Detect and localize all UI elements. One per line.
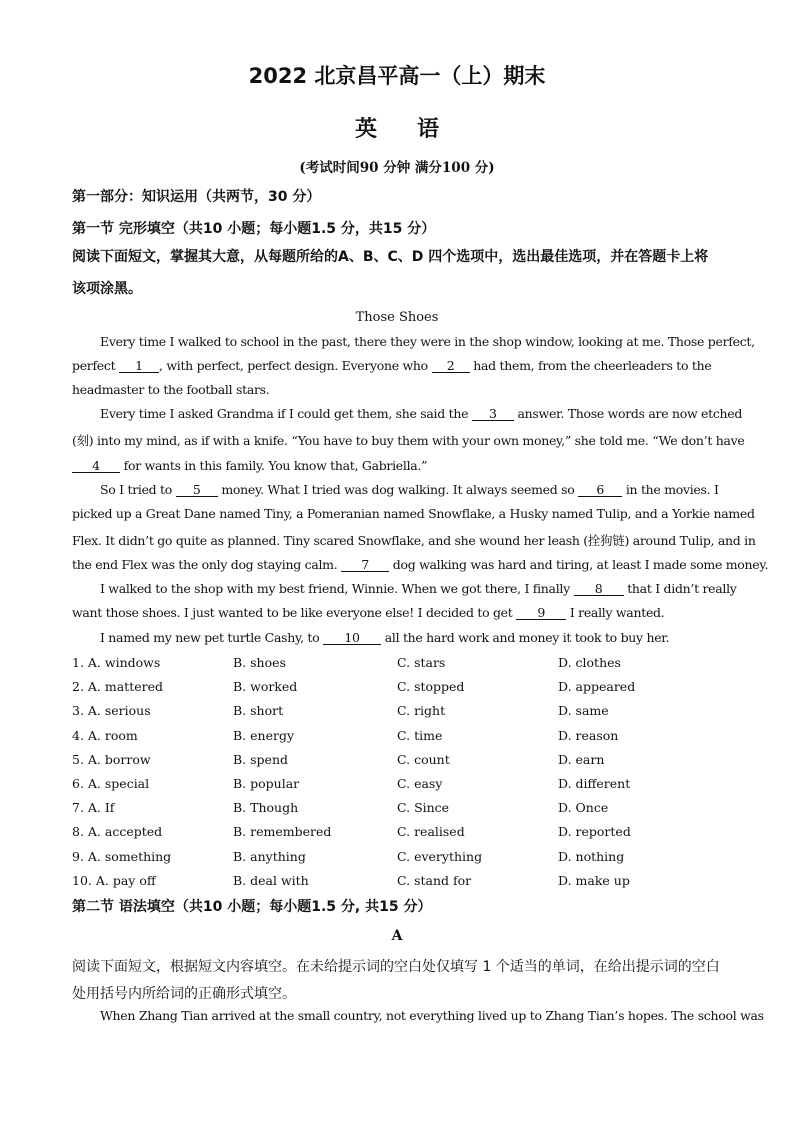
passage-text: Every time I walked to school in the past, there they were in the shop window, looking at me. Those perfect, <box>100 334 755 349</box>
passage-line <box>72 531 756 549</box>
passage-line <box>72 506 755 521</box>
section2-instruction-2: 处用括号内所给词的正确形式填空。 <box>72 986 296 1002</box>
passage-line <box>72 557 768 572</box>
passage-text: perfect <box>72 358 119 373</box>
option-4-d: D. reason <box>558 727 619 743</box>
option-8-b: B. remembered <box>233 824 332 840</box>
option-9-c: C. everything <box>397 848 483 864</box>
passage-line <box>100 630 669 645</box>
option-7-b: B. Though <box>233 800 299 816</box>
option-2-c: C. stopped <box>397 679 465 695</box>
part1-heading: 第一部分：知识运用（共两节，30 分） <box>72 189 321 205</box>
passage-text: dog walking was hard and tiring, at least I made some money. <box>389 557 769 572</box>
option-10-b: B. deal with <box>233 872 309 888</box>
passage-text: I walked to the shop with my best friend, Winnie. When we got there, I finally <box>100 581 574 596</box>
passage-line <box>72 605 664 620</box>
option-5-a: 5. A. borrow <box>72 751 151 767</box>
blank-2: 2 <box>432 359 470 373</box>
option-3-b: B. short <box>233 703 284 719</box>
passage-line <box>100 406 742 421</box>
option-10-a: 10. A. pay off <box>72 872 156 888</box>
option-1-c: C. stars <box>397 655 446 670</box>
passage-title: Those Shoes <box>355 310 439 325</box>
passage-text: picked up a Great Dane named Tiny, a Pomeranian named Snowflake, a Husky named Tulip, and a Yorkie named <box>72 506 755 521</box>
passage-text: , with perfect, perfect design. Everyone who <box>159 358 432 373</box>
option-4-c: C. time <box>397 727 443 743</box>
option-2-d: D. appeared <box>558 679 636 695</box>
passage-line <box>72 382 269 397</box>
blank-6: 6 <box>578 483 622 497</box>
section1-heading: 第一节 完形填空（共10 小题；每小题1.5 分，共15 分） <box>72 221 436 237</box>
option-1-d: D. clothes <box>558 655 621 670</box>
passage-text: So I tried to <box>100 482 176 497</box>
option-6-b: B. popular <box>233 776 300 791</box>
section2-sub-a: A <box>391 928 403 944</box>
section2-heading: 第二节 语法填空（共10 小题；每小题1.5 分, 共15 分） <box>72 899 432 915</box>
passage-line <box>100 581 737 596</box>
option-6-a: 6. A. special <box>72 776 150 791</box>
option-8-c: C. realised <box>397 824 465 840</box>
passage-text: all the hard work and money it took to buy her. <box>381 630 670 645</box>
option-5-c: C. count <box>397 751 450 767</box>
option-3-d: D. same <box>558 703 609 719</box>
option-2-a: 2. A. mattered <box>72 679 163 695</box>
section2-instruction-1: 阅读下面短文，根据短文内容填空。在未给提示词的空白处仅填写 1 个适当的单词，在给出提示词的空白 <box>72 959 720 975</box>
passage-text: answer. Those words are now etched <box>513 406 743 421</box>
option-4-a: 4. A. room <box>72 727 138 743</box>
blank-4: 4 <box>72 459 120 473</box>
passage-text: the end Flex was the only dog staying calm. <box>72 557 342 572</box>
exam-info: (考试时间90 分钟 满分100 分) <box>299 160 495 176</box>
blank-10: 10 <box>323 631 381 645</box>
blank-3: 3 <box>472 407 514 421</box>
passage-text: (刻) into my mind, as if with a knife. “You have to buy them with your own money,” she told me. “We don’t have <box>72 433 745 448</box>
option-10-c: C. stand for <box>397 872 472 888</box>
option-9-d: D. nothing <box>558 848 625 864</box>
passage-text: want those shoes. I just wanted to be like everyone else! I decided to get <box>72 605 517 620</box>
passage-line <box>72 458 427 473</box>
blank-8: 8 <box>574 582 624 596</box>
option-6-c: C. easy <box>397 776 443 791</box>
option-8-a: 8. A. accepted <box>72 824 163 840</box>
option-3-c: C. right <box>397 703 446 719</box>
passage-text: for wants in this family. You know that, Gabriella.” <box>120 458 428 473</box>
option-6-d: D. different <box>558 776 631 791</box>
passage-text: had them, from the cheerleaders to the <box>469 358 712 373</box>
option-4-b: B. energy <box>233 727 295 743</box>
option-9-b: B. anything <box>233 848 306 864</box>
option-3-a: 3. A. serious <box>72 703 151 719</box>
passage-text: I named my new pet turtle Cashy, to <box>100 630 324 645</box>
blank-7: 7 <box>341 558 389 572</box>
option-1-b: B. shoes <box>233 655 286 670</box>
option-9-a: 9. A. something <box>72 848 172 864</box>
option-10-d: D. make up <box>558 872 630 888</box>
section1-instruction: 阅读下面短文，掌握其大意，从每题所给的A、B、C、D 四个选项中，选出最佳选项，并在答题卡上将该项涂黑。 <box>72 249 709 297</box>
passage-line <box>72 358 711 373</box>
passage-text: headmaster to the football stars. <box>72 382 270 397</box>
passage-text: in the movies. I <box>622 482 719 497</box>
option-5-b: B. spend <box>233 751 288 767</box>
passage-line <box>100 482 719 497</box>
option-7-c: C. Since <box>397 800 450 816</box>
section2-passage-start: When Zhang Tian arrived at the small country, not everything lived up to Zhang Tian’s hopes. The school was <box>100 1008 764 1023</box>
passage-text: I really wanted. <box>566 605 665 620</box>
option-7-d: D. Once <box>558 800 609 816</box>
blank-1: 1 <box>119 359 159 373</box>
passage-text: money. What I tried was dog walking. It always seemed so <box>217 482 579 497</box>
option-1-a: 1. A. windows <box>72 655 161 670</box>
passage-text: Flex. It didn’t go quite as planned. Tiny scared Snowflake, and she wound her leash (拴狗链) around Tulip, and in <box>72 533 756 548</box>
passage-text: that I didn’t really <box>623 581 737 596</box>
passage-line <box>72 431 744 449</box>
option-8-d: D. reported <box>558 824 631 840</box>
page-title: 2022 北京昌平高一（上）期末 <box>248 64 546 88</box>
blank-9: 9 <box>516 606 566 620</box>
subject-title: 英语 <box>354 117 479 142</box>
passage-text: Every time I asked Grandma if I could get them, she said the <box>100 406 472 421</box>
option-7-a: 7. A. If <box>72 800 115 816</box>
option-5-d: D. earn <box>558 751 605 767</box>
option-2-b: B. worked <box>233 679 298 695</box>
blank-5: 5 <box>176 483 218 497</box>
passage-line <box>100 334 755 349</box>
